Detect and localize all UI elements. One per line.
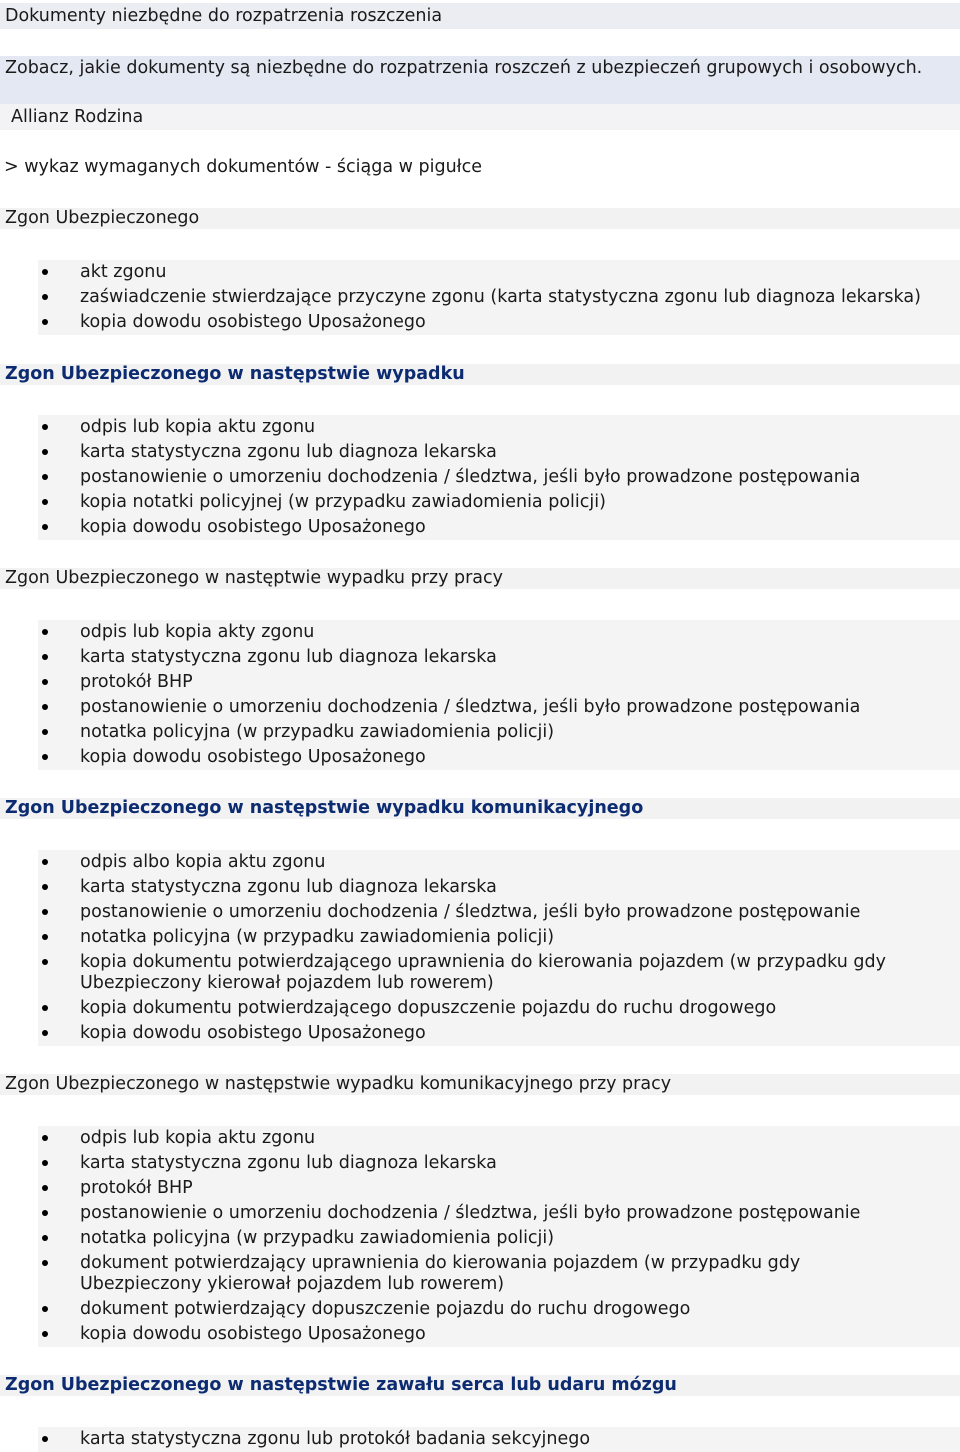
- document-list: [38, 1126, 960, 1347]
- list-item: dokument potwierdzający dopuszczenie pojazdu do ruchu drogowego: [38, 1297, 960, 1322]
- list-item: odpis lub kopia aktu zgonu: [38, 1126, 960, 1151]
- section-heading: Zgon Ubezpieczonego w następstwie wypadku komunikacyjnego przy pracy: [0, 1074, 960, 1095]
- list-item: postanowienie o umorzeniu dochodzenia / śledztwa, jeśli było prowadzone postępowania: [38, 695, 960, 720]
- list-item: karta statystyczna zgonu lub diagnoza lekarska: [38, 875, 960, 900]
- list-item: odpis albo kopia aktu zgonu: [38, 850, 960, 875]
- list-item: karta statystyczna zgonu lub diagnoza lekarska: [38, 1151, 960, 1176]
- document-list: [38, 260, 960, 335]
- section-heading: Zgon Ubezpieczonego w następstwie wypadku komunikacyjnego: [0, 798, 960, 819]
- document-list: [38, 850, 960, 1046]
- list-item: karta statystyczna zgonu lub protokół badania sekcyjnego: [38, 1427, 960, 1452]
- document-list: [38, 620, 960, 770]
- product-name: Allianz Rodzina: [0, 104, 960, 130]
- list-item: dokument potwierdzający uprawnienia do kierowania pojazdem (w przypadku gdy Ubezpieczony ykierował pojazdem lub rowerem): [38, 1251, 960, 1297]
- list-item: notatka policyjna (w przypadku zawiadomienia policji): [38, 925, 960, 950]
- list-item: notatka policyjna (w przypadku zawiadomienia policji): [38, 720, 960, 745]
- list-item: kopia dowodu osobistego Uposażonego: [38, 1322, 960, 1347]
- page-subtitle: Zobacz, jakie dokumenty są niezbędne do rozpatrzenia roszczeń z ubezpieczeń grupowych i osobowych.: [0, 56, 960, 104]
- document-list: [38, 415, 960, 540]
- list-item: zaświadczenie stwierdzające przyczyne zgonu (karta statystyczna zgonu lub diagnoza lekarska): [38, 285, 960, 310]
- list-item: postanowienie o umorzeniu dochodzenia / śledztwa, jeśli było prowadzone postępowanie: [38, 1201, 960, 1226]
- list-item: odpis lub kopia akty zgonu: [38, 620, 960, 645]
- list-item: kopia dowodu osobistego Uposażonego: [38, 1021, 960, 1046]
- list-item: postanowienie o umorzeniu dochodzenia / śledztwa, jeśli było prowadzone postępowania: [38, 465, 960, 490]
- list-item: kopia dowodu osobistego Uposażonego: [38, 515, 960, 540]
- list-item: protokół BHP: [38, 1176, 960, 1201]
- list-item: protokół BHP: [38, 670, 960, 695]
- list-item: kopia notatki policyjnej (w przypadku zawiadomienia policji): [38, 490, 960, 515]
- documents-summary-link[interactable]: > wykaz wymaganych dokumentów - ściąga w pigułce: [4, 157, 483, 177]
- section-heading: Zgon Ubezpieczonego w następstwie zawału serca lub udaru mózgu: [0, 1375, 960, 1396]
- list-item: notatka policyjna (w przypadku zawiadomienia policji): [38, 1226, 960, 1251]
- section-heading: Zgon Ubezpieczonego w następstwie wypadku: [0, 364, 960, 385]
- list-item: kopia dokumentu potwierdzającego dopuszczenie pojazdu do ruchu drogowego: [38, 996, 960, 1021]
- section-heading: Zgon Ubezpieczonego w następtwie wypadku przy pracy: [0, 568, 960, 589]
- list-item: karta statystyczna zgonu lub diagnoza lekarska: [38, 440, 960, 465]
- document-list: [38, 1427, 960, 1452]
- list-item: postanowienie o umorzeniu dochodzenia / śledztwa, jeśli było prowadzone postępowanie: [38, 900, 960, 925]
- section-heading: Zgon Ubezpieczonego: [0, 208, 960, 229]
- list-item: karta statystyczna zgonu lub diagnoza lekarska: [38, 645, 960, 670]
- page-title: Dokumenty niezbędne do rozpatrzenia roszczenia: [0, 3, 960, 29]
- list-item: kopia dowodu osobistego Uposażonego: [38, 310, 960, 335]
- list-item: akt zgonu: [38, 260, 960, 285]
- list-item: kopia dowodu osobistego Uposażonego: [38, 745, 960, 770]
- list-item: odpis lub kopia aktu zgonu: [38, 415, 960, 440]
- list-item: kopia dokumentu potwierdzającego uprawnienia do kierowania pojazdem (w przypadku gdy Ubezpieczony kierował pojazdem lub rowerem): [38, 950, 960, 996]
